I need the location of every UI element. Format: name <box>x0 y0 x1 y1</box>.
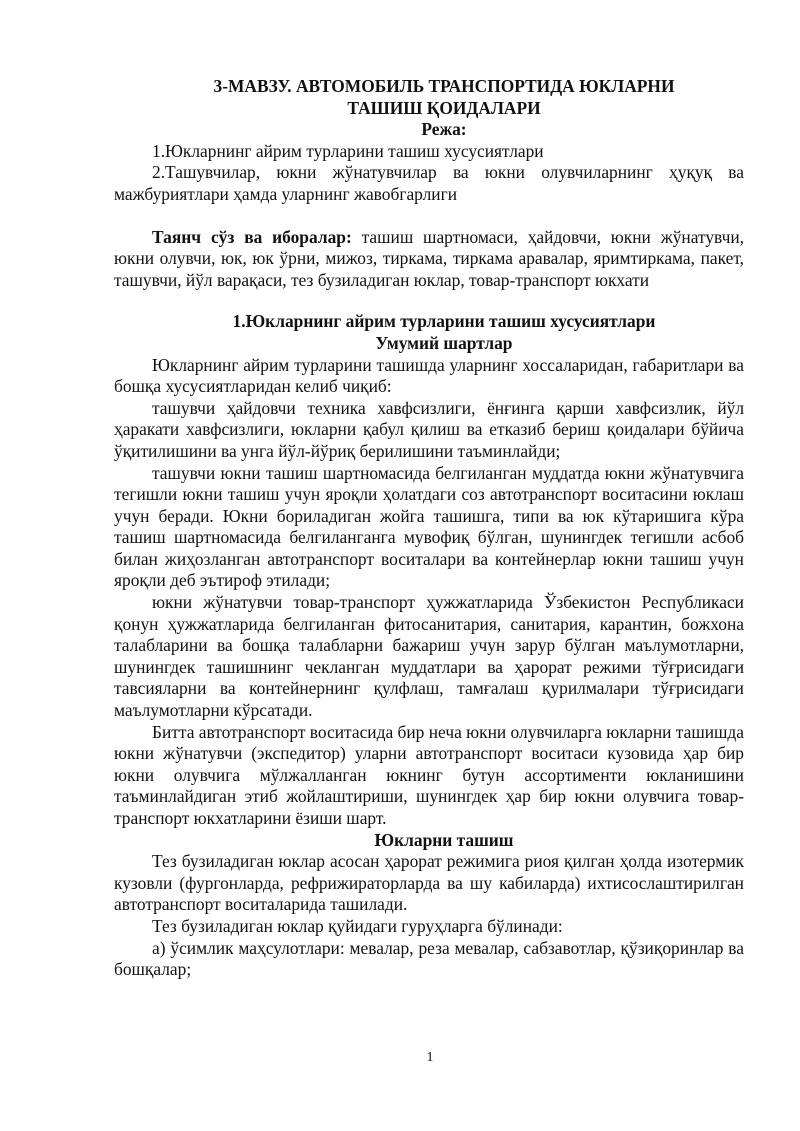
keywords-text: ташиш шартномаси, ҳайдовчи, юкни жўнатувчи, юкни олувчи, юк, юк ўрни, мижоз, тиркама, тиркама аравалар, яримтиркама, пакет, ташувчи, йўл варақаси, тез бузиладиган юклар, товар-транспорт юкхати <box>114 226 744 290</box>
section2-paragraph-1: Тез бузиладиган юклар асосан ҳарорат режимига риоя қилган ҳолда изотермик кузовли (фургонларда, рефрижираторларда ва шу кабиларда) ихтисослаштирилган автотранспорт воситаларида ташилади. <box>114 851 744 915</box>
plan-item-1: 1.Юкларнинг айрим турларини ташиш хусусиятлари <box>152 140 544 161</box>
section1-paragraph-5: Битта автотранспорт воситасида бир неча юкни олувчиларга юкларни ташишда юкни жўнатувчи (экспедитор) уларни автотранспорт воситаси кузовида ҳар бир юкни олувчига мўлжалланган юкнинг бутун ассортименти юкланишини таъминлайдиган этиб жойлаштириши, шунингдек ҳар бир юкни олувчига товар-транспорт юкхатларини ёзиши шарт. <box>114 721 744 828</box>
section1-paragraph-3: ташувчи юкни ташиш шартномасида белгиланган муддатда юкни жўнатувчига тегишли юкни ташиш учун яроқли ҳолатдаги соз автотранспорт воситасини юклаш учун беради. Юкни бориладиган жойга ташишга, типи ва юк кўтаришига кўра ташиш шартномасида белгиланганга мувофиқ бўлган, шунингдек тегишли асбоб билан жиҳозланган автотранспорт воситалари ва контейнерлар юкни ташиш учун яроқли деб эътироф этилади; <box>114 462 744 591</box>
section2-subheading: Юкларни ташиш <box>374 829 514 850</box>
plan-heading: Режа: <box>421 119 467 140</box>
section1-heading: 1.Юкларнинг айрим турларини ташиш хусусиятлари <box>232 311 656 332</box>
plan-item-2: 2.Ташувчилар, юкни жўнатувчилар ва юкни олувчиларнинг ҳуқуқ ва мажбуриятлари ҳамда уларнинг жавобгарлиги <box>114 162 744 204</box>
page-title <box>114 76 744 119</box>
section2-paragraph-2: Тез бузиладиган юклар қуйидаги гуруҳларга бўлинади: <box>152 915 563 936</box>
text-column <box>114 0 744 981</box>
keywords-paragraph <box>114 227 744 292</box>
title-line-2: ТАШИШ ҚОИДАЛАРИ <box>347 97 541 118</box>
page-number: 1 <box>426 1050 434 1065</box>
section2-paragraph-3: а) ўсимлик маҳсулотлари: мевалар, реза мевалар, сабзавотлар, қўзиқоринлар ва бошқалар; <box>114 937 744 980</box>
keywords-label: Таянч сўз ва иборалар: <box>152 226 352 247</box>
section1-paragraph-2: ташувчи ҳайдовчи техника хавфсизлиги, ёнғинга қарши хавфсизлик, йўл ҳаракати хавфсизлиги, юкларни қабул қилиш ва етказиб бериш қоидалари бўйича ўқитилишини ва унга йўл-йўриқ берилишини таъминлайди; <box>114 397 744 461</box>
section1-subheading: Умумий шартлар <box>375 332 513 353</box>
title-line-1: 3-МАВЗУ. АВТОМОБИЛЬ ТРАНСПОРТИДА ЮКЛАРНИ <box>213 76 675 96</box>
section1-paragraph-4: юкни жўнатувчи товар-транспорт ҳужжатларида Ўзбекистон Республикаси қонун ҳужжатларида белгиланган фитосанитария, санитария, карантин, божхона талабларини ва бошқа талабларни бажариш учун зарур бўлган маълумотларни, шунингдек ташишнинг чекланган муддатлари ва ҳарорат режими тўғрисидаги тавсияларни ва контейнернинг қулфлаш, тамғалаш қурилмалари тўғрисидаги маълумотларни кўрсатади. <box>114 592 744 721</box>
section1-paragraph-1: Юкларнинг айрим турларини ташишда уларнинг хоссаларидан, габаритлари ва бошқа хусусиятларидан келиб чиқиб: <box>114 354 744 397</box>
